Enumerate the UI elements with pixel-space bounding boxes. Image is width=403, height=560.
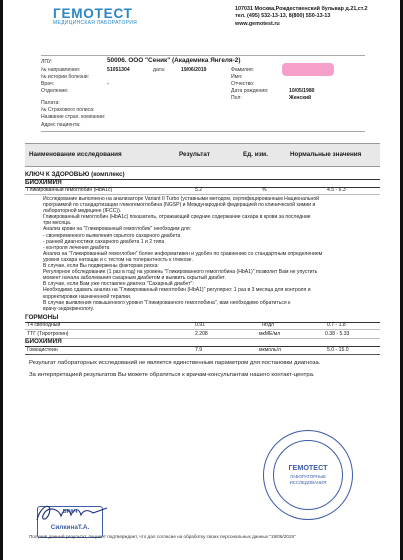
note-line: Гликированный гемоглобин (HbA1c) показатель, отражающий средние содержание сахара в крови за последние: [43, 214, 311, 221]
note-line: В случае выявления повышенного уровня "Гликированного гемоглобина", вам необходимо обратиться к: [43, 299, 291, 306]
doctor-value: -: [107, 81, 109, 87]
test-result: 5.2: [195, 187, 203, 193]
ward-label: Палата:: [41, 100, 60, 106]
lpu-value: 50006. ООО "Сеник" (Академика Янгеля-2): [107, 57, 241, 64]
test-result: 0.91: [195, 322, 205, 328]
redaction-mark: [282, 63, 334, 76]
doctor-stamp-name: СилкинаТ.А.: [50, 524, 90, 531]
name-label: Имя:: [231, 74, 243, 80]
logo-subtitle: МЕДИЦИНСКАЯ ЛАБОРАТОРИЯ: [53, 20, 138, 26]
consultation-text: За интерпретацией результатов Вы можете обратиться к врачам-консультантам нашего контакт-центра.: [29, 372, 315, 378]
note-line: врачу-эндокринологу.: [43, 305, 94, 312]
insurer-label: Название страх. компании:: [41, 114, 106, 120]
phone-text: тел. (495) 532-13-13, 8(800) 550-13-13: [235, 13, 331, 20]
test-result: 7.9: [195, 347, 203, 353]
policy-label: № Страхового полиса:: [41, 107, 95, 113]
col-norm-header: Нормальные значения: [290, 151, 362, 158]
doctor-label: Врач:: [41, 81, 55, 87]
note-line: три месяца.: [43, 220, 72, 227]
test-name: ТТГ (Тиротропин): [27, 331, 69, 337]
note-line: корректировки назначенной терапии.: [43, 293, 132, 300]
row-divider: [25, 354, 380, 355]
consent-text: Получив данный результат, пациент подтверждает, что дал согласие на обработку своих персональных данных "19/06/2019": [29, 534, 296, 539]
test-norm: 0.38 - 5.33: [325, 331, 350, 337]
note-line: - своевременного выявления скрытого сахарного диабета: [43, 232, 181, 239]
website-text: www.gemotest.ru: [235, 20, 280, 27]
order-value: 51051304: [107, 67, 130, 73]
doctor-stamp-title: ВРАЧ: [62, 509, 78, 515]
test-name: Т4 свободный: [27, 322, 61, 328]
test-unit: мкМЕ/мл: [259, 331, 281, 337]
section-hormones: ГОРМОНЫ: [25, 314, 380, 323]
note-line: лабораторной медицине (IFCC)).: [43, 208, 122, 215]
note-line: Анализ крови на "Гликированный гемоглобин" необходим для:: [43, 226, 192, 233]
row-divider: [25, 329, 380, 330]
test-name: Гомоцистеин: [27, 347, 58, 353]
col-name-header: Наименование исследования: [29, 151, 122, 158]
note-line: В случае, если Вы подвержены факторам риска:: [43, 263, 159, 270]
sex-label: Пол:: [231, 95, 242, 101]
disclaimer-text: Результат лабораторных исследований не является единственным параметром для постановки диагноза.: [29, 360, 321, 366]
date-label: дата:: [153, 67, 166, 73]
note-line: момент начала заболевания сахарным диабетом и выявить скрытый диабет.: [43, 275, 226, 282]
row-divider: [25, 194, 380, 195]
test-norm: 4.5 - 6.3: [327, 187, 346, 193]
divider: [41, 55, 365, 56]
company-logo: [53, 6, 137, 26]
date-value: 19/06/2019: [181, 67, 207, 73]
address-text: 107031 Москва,Рождественский бульвар д.21,ст.2: [235, 6, 368, 12]
department-label: Отделение:: [41, 88, 69, 94]
lab-report-page: [3, 0, 400, 560]
col-result-header: Результат: [179, 151, 210, 158]
birthdate-value: 10/05/1980: [289, 88, 315, 94]
note-line: Анализ на "Гликированный гемоглобин" более информативен и удобен по сравнению со стандартным определением: [43, 250, 323, 257]
col-unit-header: Ед. изм.: [243, 151, 268, 158]
note-line: Регулярное обследование (1 раз в год) на уровень "Гликированного гемоглобина (HbA1)" позволит Вам не упустить: [43, 269, 318, 276]
note-line: - ранней диагностики сахарного диабета 1 и 2 типа: [43, 238, 165, 245]
doctor-signature: [31, 498, 111, 528]
logo-name: ГЕМОТЕСТ: [53, 6, 133, 21]
test-unit: %: [262, 187, 267, 193]
panel-title: КЛЮЧ К ЗДОРОВЬЮ (комплекс): [25, 171, 380, 180]
interpretation-notes: [43, 196, 361, 312]
divider: [41, 131, 365, 132]
sex-value: Женский: [289, 95, 312, 101]
test-norm: 5.0 - 15.0: [327, 347, 349, 353]
birthdate-label: Дата рождения:: [231, 88, 269, 94]
note-line: - контроля лечения диабета: [43, 244, 110, 251]
note-line: Необходимо сдавать анализ на "Гликированный гемоглобин (HbA1)" регулярно: 1 раз в 3 месяца для контроля и: [43, 287, 311, 294]
section-biochemistry: БИОХИМИЯ: [25, 179, 380, 188]
patronymic-label: Отчество:: [231, 81, 255, 87]
test-unit: мкмоль/л: [259, 347, 281, 353]
order-label: № направления:: [41, 67, 81, 73]
stamp-lab-sub: ЛАБОРАТОРНЫЕ ИССЛЕДОВАНИЯ: [289, 474, 327, 485]
test-unit: нг/дл: [262, 322, 275, 328]
note-line: В случае, если Вам уже поставлен диагноз "Сахарный диабет":: [43, 281, 194, 288]
stamp-lab-name: ГЕМОТЕСТ: [288, 463, 328, 472]
test-result: 2.208: [195, 331, 208, 337]
history-label: № истории болезни:: [41, 74, 90, 80]
surname-label: Фамилия:: [231, 67, 255, 73]
note-line: Исследование выполнено на анализаторе Variant II Turbo (уставными методом, сертифицированным Национальной: [43, 196, 320, 202]
address-label: Адрес пациента:: [41, 122, 81, 128]
section-biochemistry-2: БИОХИМИЯ: [25, 338, 380, 347]
test-name: Гликированный гемоглобин (HbA1c): [27, 187, 113, 193]
lpu-label: ЛПУ:: [41, 59, 53, 65]
contact-block: [235, 6, 367, 28]
lab-round-stamp: [263, 430, 353, 520]
note-line: программой по стандартизации гликогемоглобина (NGSP) и Международной федерацией по клинической химии и: [43, 202, 316, 209]
note-line: уровня сахара натощак и с тестом на толерантность к глюкозе.: [43, 256, 193, 263]
test-norm: 0.7 - 1.8: [327, 322, 346, 328]
